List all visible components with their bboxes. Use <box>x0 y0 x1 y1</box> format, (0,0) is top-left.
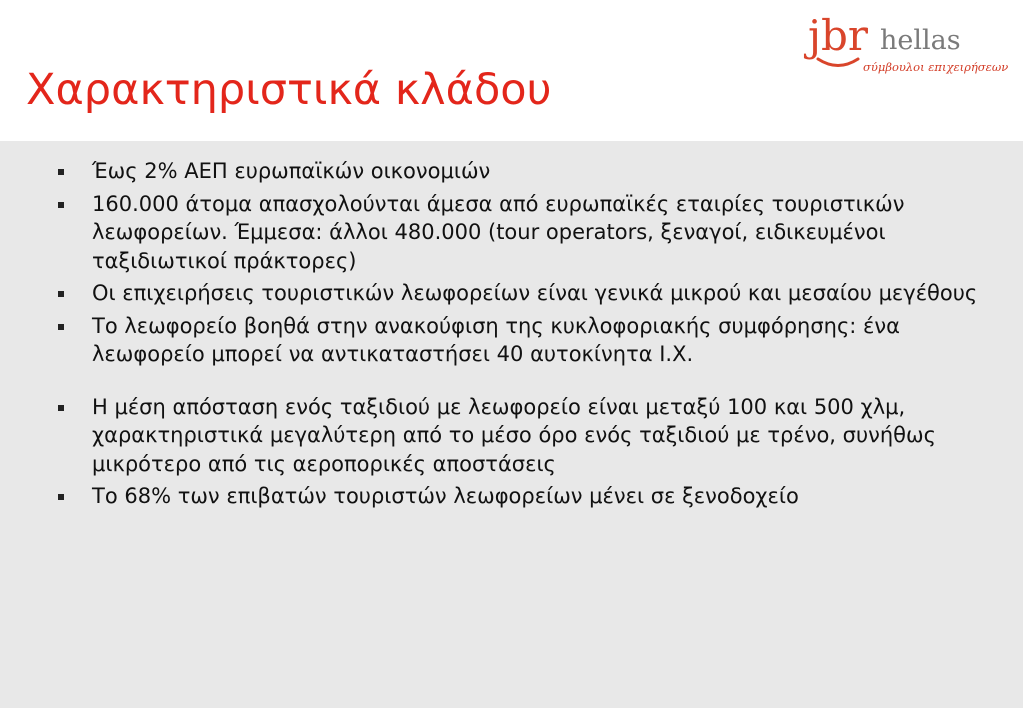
bullet-text: Το 68% των επιβατών τουριστών λεωφορείων μένει σε ξενοδοχείο <box>92 484 799 508</box>
square-bullet-icon <box>58 324 64 330</box>
slide-title: Χαρακτηριστικά κλάδου <box>26 65 552 115</box>
bullet-item <box>56 279 1006 308</box>
square-bullet-icon <box>58 405 64 411</box>
bullet-item <box>56 157 1006 186</box>
square-bullet-icon <box>58 202 64 208</box>
square-bullet-icon <box>58 169 64 175</box>
bullet-item <box>56 190 1006 276</box>
bullet-list <box>56 157 1006 515</box>
logo-name: hellas <box>880 25 961 56</box>
bullet-text: 160.000 άτομα απασχολούνται άμεσα από ευρωπαϊκές εταιρίες τουριστικών λεωφορείων. Έμμεσα: άλλοι 480.000 (tour operators, ξεναγοί, ειδικευμένοι ταξιδιωτικοί πράκτορες) <box>92 191 905 273</box>
bullet-text: Η μέση απόσταση ενός ταξιδιού με λεωφορείο είναι μεταξύ 100 και 500 χλμ, χαρακτηριστικά μεγαλύτερη από το μέσο όρο ενός ταξιδιού με τρένο, συνήθως μικρότερο από τις αεροπορικές αποστάσεις <box>92 394 936 476</box>
bullet-item <box>56 482 1006 511</box>
bullet-item <box>56 312 1006 369</box>
bullet-item <box>56 393 1006 479</box>
logo-tagline: σύμβουλοι επιχειρήσεων <box>863 60 1009 74</box>
logo-swoosh-icon <box>816 56 860 70</box>
square-bullet-icon <box>58 494 64 500</box>
slide-header <box>0 0 1023 141</box>
bullet-text: Οι επιχειρήσεις τουριστικών λεωφορείων είναι γενικά μικρού και μεσαίου μεγέθους <box>92 281 978 305</box>
bullet-text: Έως 2% ΑΕΠ ευρωπαϊκών οικονομιών <box>92 159 491 183</box>
logo-mark: jbr <box>808 11 868 60</box>
company-logo <box>808 12 1008 87</box>
bullet-text: Το λεωφορείο βοηθά στην ανακούφιση της κυκλοφοριακής συμφόρησης: ένα λεωφορείο μπορεί να αντικαταστήσει 40 αυτοκίνητα Ι.Χ. <box>92 313 900 366</box>
square-bullet-icon <box>58 291 64 297</box>
slide-content <box>0 141 1023 708</box>
